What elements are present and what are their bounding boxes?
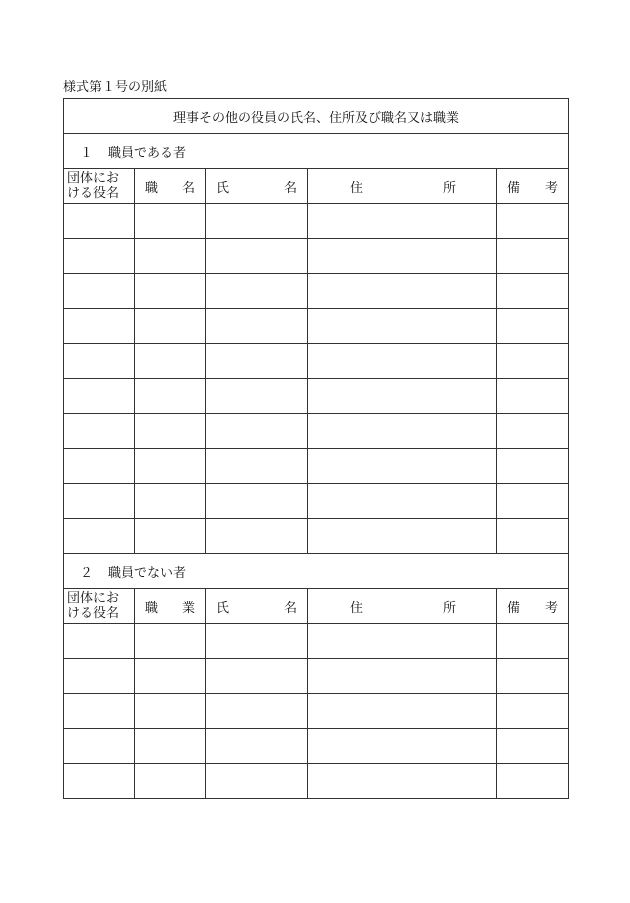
cell-address — [308, 204, 497, 239]
cell-remarks — [497, 624, 569, 659]
cell-remarks — [497, 204, 569, 239]
cell-remarks — [497, 344, 569, 379]
header-address — [308, 589, 497, 624]
header-address-char2: 所 — [442, 600, 456, 616]
cell-name — [206, 344, 308, 379]
form-label: 様式第１号の別紙 — [63, 80, 168, 95]
header-occupation — [135, 589, 206, 624]
header-position-char2: 名 — [181, 180, 195, 196]
cell-role — [64, 204, 135, 239]
header-remarks — [497, 169, 569, 204]
cell-name — [206, 519, 308, 554]
header-remarks — [497, 589, 569, 624]
officer-roster-table — [63, 98, 569, 799]
section-1-table-row — [64, 519, 569, 554]
cell-role — [64, 309, 135, 344]
section-1-table-row — [64, 449, 569, 484]
section-1-table-row — [64, 204, 569, 239]
header-role-line2: ける役名 — [67, 186, 120, 201]
header-role-line1: 団体にお — [67, 171, 120, 186]
cell-address — [308, 694, 497, 729]
cell-address — [308, 309, 497, 344]
header-address — [308, 169, 497, 204]
header-remarks-char1: 備 — [507, 180, 521, 196]
cell-address — [308, 379, 497, 414]
cell-address — [308, 519, 497, 554]
section-2-table-row — [64, 624, 569, 659]
cell-role — [64, 414, 135, 449]
section-1-table-row — [64, 239, 569, 274]
section-1-heading — [64, 134, 569, 169]
header-occupation-char2: 業 — [181, 600, 195, 616]
cell-name — [206, 274, 308, 309]
cell-position — [135, 729, 206, 764]
header-name-char2: 名 — [283, 600, 297, 616]
section-1-header-row — [64, 169, 569, 204]
cell-address — [308, 729, 497, 764]
cell-address — [308, 624, 497, 659]
cell-name — [206, 729, 308, 764]
section-2-table-row — [64, 694, 569, 729]
cell-position — [135, 379, 206, 414]
cell-role — [64, 764, 135, 799]
cell-position — [135, 309, 206, 344]
cell-remarks — [497, 414, 569, 449]
header-name-char1: 氏 — [216, 180, 230, 196]
cell-remarks — [497, 239, 569, 274]
cell-address — [308, 239, 497, 274]
header-name — [206, 589, 308, 624]
section-2-number: ２ — [80, 565, 94, 581]
section-2-table-row — [64, 659, 569, 694]
cell-name — [206, 239, 308, 274]
cell-position — [135, 204, 206, 239]
cell-remarks — [497, 484, 569, 519]
section-2-header-row — [64, 589, 569, 624]
header-name — [206, 169, 308, 204]
cell-position — [135, 624, 206, 659]
header-position-char1: 職 — [145, 180, 159, 196]
section-1-table-row — [64, 274, 569, 309]
cell-role — [64, 729, 135, 764]
section-1-table-row — [64, 414, 569, 449]
cell-name — [206, 764, 308, 799]
cell-name — [206, 449, 308, 484]
cell-name — [206, 414, 308, 449]
cell-name — [206, 204, 308, 239]
cell-position — [135, 484, 206, 519]
cell-address — [308, 484, 497, 519]
cell-address — [308, 449, 497, 484]
section-1-table-row — [64, 379, 569, 414]
cell-role — [64, 449, 135, 484]
cell-role — [64, 659, 135, 694]
cell-position — [135, 449, 206, 484]
header-name-char2: 名 — [283, 180, 297, 196]
cell-remarks — [497, 274, 569, 309]
cell-position — [135, 764, 206, 799]
cell-address — [308, 344, 497, 379]
cell-remarks — [497, 309, 569, 344]
cell-remarks — [497, 694, 569, 729]
header-role-line2: ける役名 — [67, 606, 120, 621]
cell-position — [135, 274, 206, 309]
cell-role — [64, 519, 135, 554]
cell-role — [64, 624, 135, 659]
cell-role — [64, 484, 135, 519]
header-address-char1: 住 — [350, 600, 364, 616]
section-1-table-row — [64, 344, 569, 379]
section-2-row — [64, 554, 569, 589]
cell-position — [135, 344, 206, 379]
header-role — [64, 589, 135, 624]
cell-name — [206, 309, 308, 344]
header-position — [135, 169, 206, 204]
cell-address — [308, 764, 497, 799]
cell-position — [135, 694, 206, 729]
cell-name — [206, 379, 308, 414]
cell-role — [64, 274, 135, 309]
section-2-heading — [64, 554, 569, 589]
cell-role — [64, 344, 135, 379]
cell-remarks — [497, 729, 569, 764]
cell-remarks — [497, 379, 569, 414]
cell-position — [135, 239, 206, 274]
section-1-number: １ — [80, 145, 94, 161]
cell-name — [206, 659, 308, 694]
cell-role — [64, 694, 135, 729]
header-occupation-char1: 職 — [145, 600, 159, 616]
cell-role — [64, 239, 135, 274]
header-address-char2: 所 — [442, 180, 456, 196]
cell-name — [206, 484, 308, 519]
section-1-table-row — [64, 309, 569, 344]
header-address-char1: 住 — [350, 180, 364, 196]
cell-position — [135, 519, 206, 554]
cell-position — [135, 414, 206, 449]
header-remarks-char2: 考 — [545, 180, 559, 196]
header-role — [64, 169, 135, 204]
section-2-table-row — [64, 729, 569, 764]
header-name-char1: 氏 — [216, 600, 230, 616]
table-title: 理事その他の役員の氏名、住所及び職名又は職業 — [64, 99, 569, 134]
header-remarks-char1: 備 — [507, 600, 521, 616]
header-role-line1: 団体にお — [67, 591, 120, 606]
section-1-row — [64, 134, 569, 169]
section-2-table-row — [64, 764, 569, 799]
cell-remarks — [497, 519, 569, 554]
cell-remarks — [497, 449, 569, 484]
section-1-table-row — [64, 484, 569, 519]
section-2-title: 職員でない者 — [108, 565, 187, 581]
cell-address — [308, 659, 497, 694]
cell-address — [308, 414, 497, 449]
section-1-title: 職員である者 — [108, 145, 187, 161]
title-row — [64, 99, 569, 134]
cell-remarks — [497, 659, 569, 694]
cell-address — [308, 274, 497, 309]
cell-name — [206, 694, 308, 729]
cell-remarks — [497, 764, 569, 799]
header-remarks-char2: 考 — [545, 600, 559, 616]
cell-role — [64, 379, 135, 414]
cell-position — [135, 659, 206, 694]
cell-name — [206, 624, 308, 659]
